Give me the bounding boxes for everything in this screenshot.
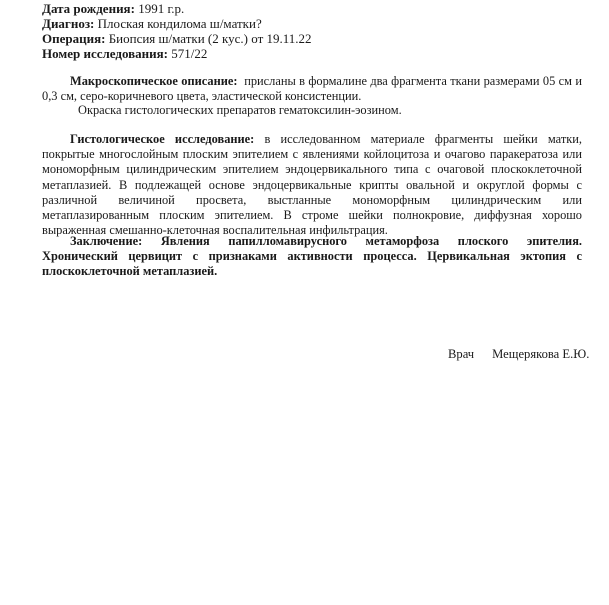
birth-date-line <box>42 1 184 16</box>
diagnosis-value: Плоская кондилома ш/матки? <box>97 16 262 31</box>
conclusion-section <box>42 234 582 280</box>
macro-label: Макроскопическое описание: <box>70 74 238 88</box>
conclusion-label: Заключение: <box>70 234 143 248</box>
study-number-line <box>42 46 207 61</box>
macro-text: присланы в формалине два фрагмента ткани размерами 05 см и 0,3 см, серо-коричневого цвета, эластической консистенции. <box>42 74 582 104</box>
conclusion-text: Явления папилломавирусного метаморфоза плоского эпителия. Хронический цервицит с признаками активности процесса. Цервикальная эктопия с плоскоклеточной метаплазией. <box>42 234 582 279</box>
diagnosis-label: Диагноз: <box>42 16 95 31</box>
birth-date-label: Дата рождения: <box>42 1 135 16</box>
operation-label: Операция: <box>42 31 106 46</box>
histology-label: Гистологическое исследование: <box>70 132 255 146</box>
macro-description <box>42 74 582 104</box>
study-number-value: 571/22 <box>171 46 208 61</box>
signature <box>448 347 589 362</box>
birth-date-value: 1991 г.р. <box>138 1 185 16</box>
diagnosis-line <box>42 16 262 31</box>
study-number-label: Номер исследования: <box>42 46 169 61</box>
operation-value: Биопсия ш/матки (2 кус.) от 19.11.22 <box>108 31 312 46</box>
histology-section <box>42 132 582 238</box>
histology-text: в исследованном материале фрагменты шейки матки, покрытые многослойным плоским эпителием с явлениями койлоцитоза и очагово паракератоза или мономорфным цилиндрическим эпителием эндоцервикального типа с очаговой плоскоклеточной метаплазией. В подлежащей основе эндоцервикальные крипты овальной и округлой формы с различной величиной просвета, выстланные мономорфным цилиндрическим или метаплазированным плоским эпителием. В строме шейки полнокровие, диффузная хорошо выраженная смешанно-клеточная воспалительная инфильтрация. <box>42 132 582 238</box>
signature-role: Врач <box>448 347 475 361</box>
stain-line: Окраска гистологических препаратов гематоксилин-эозином. <box>78 103 402 117</box>
signature-name: Мещерякова Е.Ю. <box>492 347 590 361</box>
operation-line <box>42 31 312 46</box>
